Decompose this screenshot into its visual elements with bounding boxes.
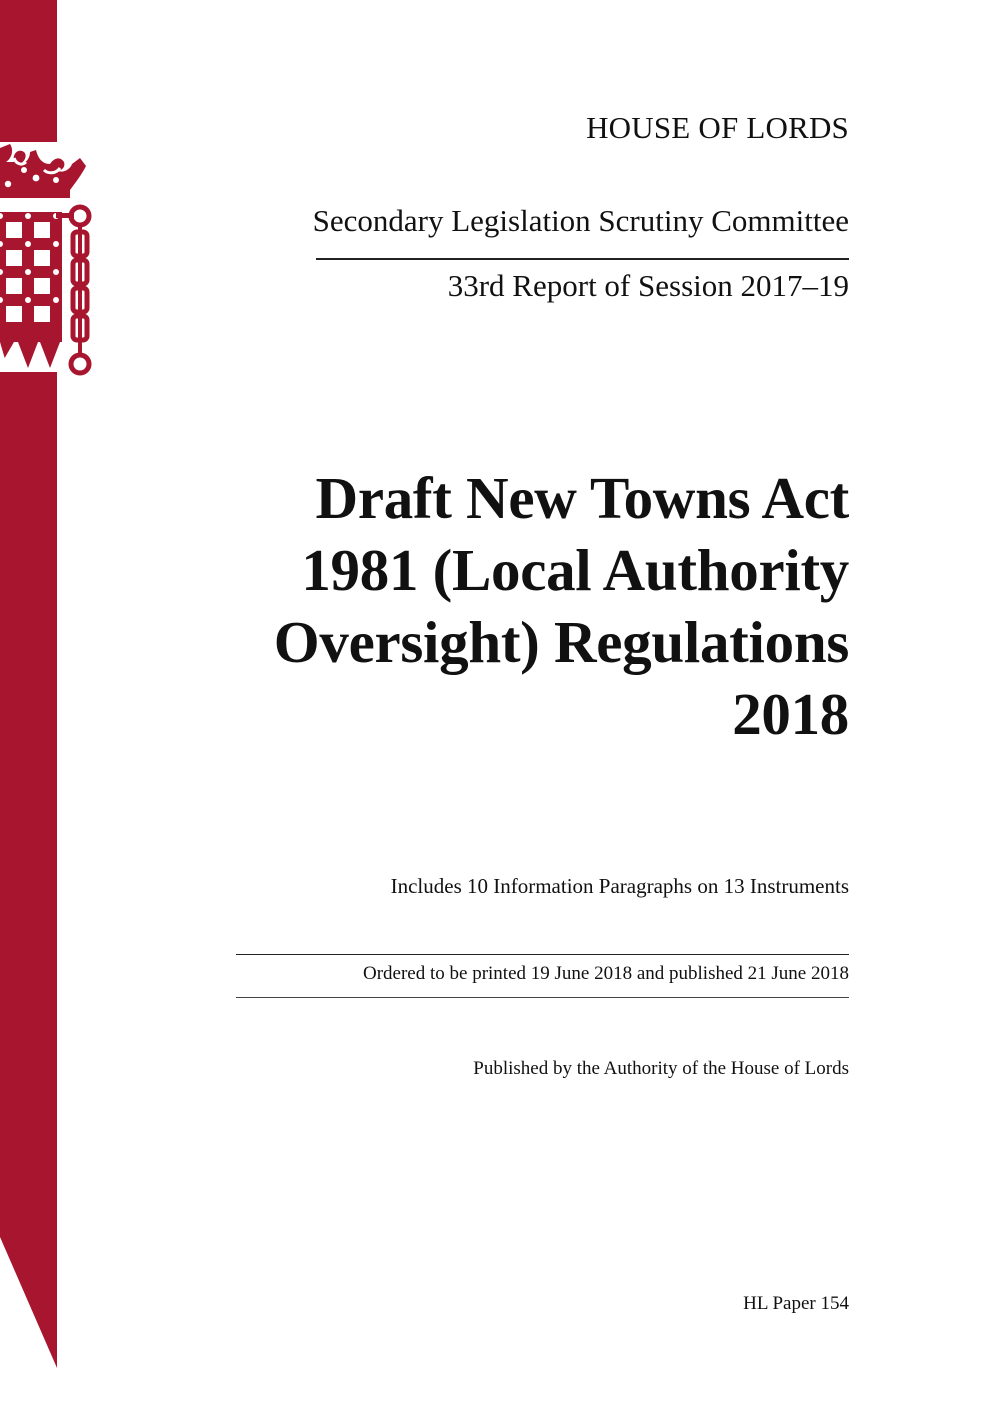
ordered-top-divider [236,954,849,955]
report-session: 33rd Report of Session 2017–19 [447,268,849,303]
paper-number: HL Paper 154 [743,1293,849,1314]
title-line: Oversight) Regulations [273,609,849,675]
portcullis-crown-icon [0,140,100,380]
title-line: 1981 (Local Authority [301,537,849,603]
published-by: Published by the Authority of the House of Lords [473,1058,849,1079]
includes-note: Includes 10 Information Paragraphs on 13 Instruments [390,874,849,898]
ordered-bottom-divider [236,997,849,998]
committee-name: Secondary Legislation Scrutiny Committee [312,203,849,238]
header-divider [316,258,849,260]
report-title [274,462,849,750]
institution-name: HOUSE OF LORDS [586,110,849,145]
title-line: 2018 [732,681,849,747]
ordered-date: Ordered to be printed 19 June 2018 and published 21 June 2018 [363,963,849,984]
title-line: Draft New Towns Act [315,465,849,531]
